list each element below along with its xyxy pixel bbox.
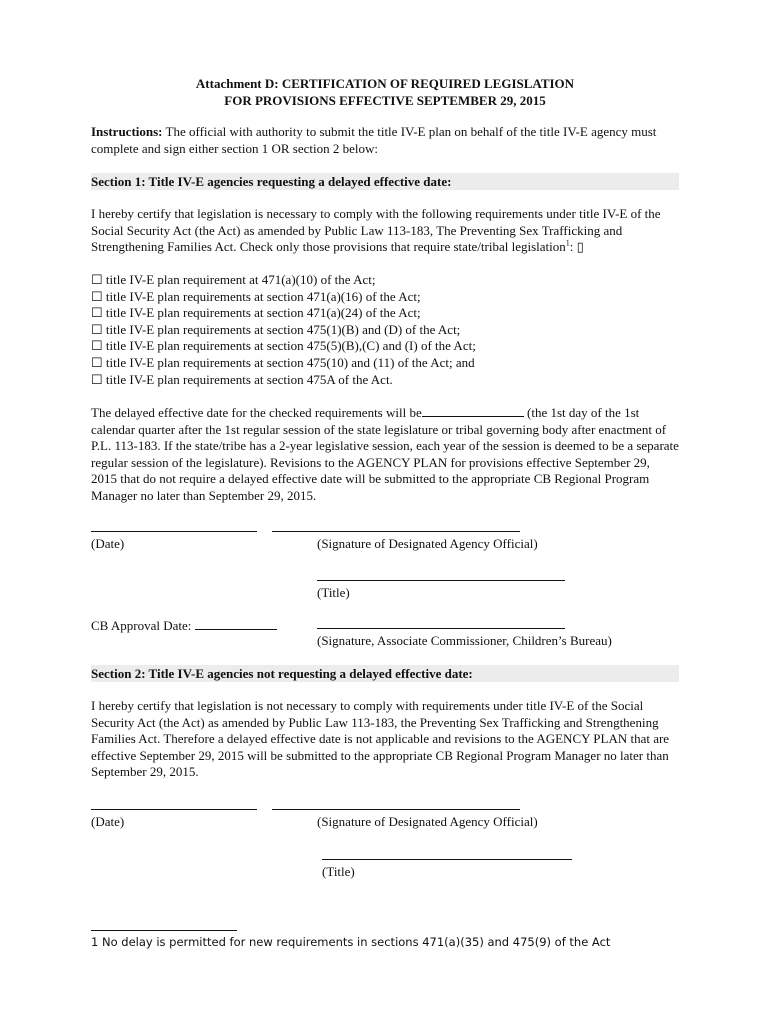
checkbox-item[interactable]: ☐ title IV-E plan requirements at section 475A of the Act. (91, 371, 393, 387)
section-1-certify-tail: : ▯ (569, 239, 584, 255)
footnote-separator (91, 930, 237, 931)
requirements-checklist (91, 272, 679, 388)
footnote-reference: 1 (565, 238, 570, 248)
instructions-text: The official with authority to submit the title IV-E plan on behalf of the title IV-E agency must complete and sign either section 1 OR section 2 below: (91, 124, 657, 156)
title-label: (Title) (317, 585, 350, 600)
cb-approval-date (91, 617, 277, 635)
date-signature-line[interactable] (91, 531, 257, 532)
section-1-certify-text (91, 206, 679, 256)
checkbox-item[interactable]: ☐ title IV-E plan requirements at section 475(1)(B) and (D) of the Act; (91, 321, 461, 337)
assoc-signature-line[interactable] (317, 628, 565, 629)
official-signature-line-2[interactable] (272, 809, 520, 810)
official-signature-line[interactable] (272, 531, 520, 532)
title-line-2: FOR PROVISIONS EFFECTIVE SEPTEMBER 29, 2015 (224, 92, 546, 108)
title-signature-line[interactable] (317, 580, 565, 581)
delayed-date-text-b: (the 1st day of the 1st calendar quarter after the 1st regular session of the state legislature or tribal governing body after enactment of P.L. 113-183. If the state/tribe has a 2-year legislative session, each year of the session is deemed to be a separate regular session of the legislature). Revisions to the AGENCY PLAN for provisions effective September 29, 2015 that do not require a delayed effective date will be submitted to the appropriate CB Regional Program Manager no later than September 29, 2015. (91, 405, 679, 503)
checkbox-item[interactable]: ☐ title IV-E plan requirements at section 475(5)(B),(C) and (I) of the Act; (91, 338, 476, 354)
signature-label: (Signature of Designated Agency Official) (317, 536, 538, 551)
section-1-heading: Section 1: Title IV-E agencies requesting a delayed effective date: (91, 173, 679, 190)
checkbox-item[interactable]: ☐ title IV-E plan requirements at section 471(a)(16) of the Act; (91, 288, 421, 304)
delayed-date-blank[interactable] (422, 404, 524, 417)
delayed-date-paragraph (91, 404, 679, 505)
section-2-certify-text: I hereby certify that legislation is not necessary to comply with requirements under title IV-E of the Social Security Act (the Act) as amended by Public Law 113-183, the Preventing Sex Trafficking and Strengthening Families Act. Therefore a delayed effective date is not applicable and revisions to the AGENCY PLAN that are effective September 29, 2015 will be submitted to the appropriate CB Regional Program Manager no later than September 29, 2015. (91, 698, 670, 780)
title-label-2: (Title) (322, 864, 355, 879)
date-label: (Date) (91, 536, 125, 551)
checkbox-item[interactable]: ☐ title IV-E plan requirement at 471(a)(10) of the Act; (91, 272, 376, 287)
cb-approval-label: CB Approval Date: (91, 618, 192, 633)
title-signature-line-2[interactable] (322, 859, 572, 860)
section-2-heading: Section 2: Title IV-E agencies not requesting a delayed effective date: (91, 665, 679, 682)
date-label-2: (Date) (91, 814, 125, 829)
footnote-text: 1 No delay is permitted for new requirements in sections 471(a)(35) and 475(9) of the Act (91, 935, 611, 949)
section-1-certify-body: I hereby certify that legislation is necessary to comply with the following requirements under title IV-E of the Social Security Act (the Act) as amended by Public Law 113-183, The Preventing Sex Trafficking and Strengthening Families Act. Check only those provisions that require state/tribal legislation (91, 206, 661, 255)
instructions-paragraph (91, 124, 679, 157)
assoc-signature-label: (Signature, Associate Commissioner, Children’s Bureau) (317, 633, 612, 648)
cb-approval-blank[interactable] (195, 617, 277, 630)
checkbox-item[interactable]: ☐ title IV-E plan requirements at section 475(10) and (11) of the Act; and (91, 354, 475, 370)
date-signature-line-2[interactable] (91, 809, 257, 810)
signature-label-2: (Signature of Designated Agency Official) (317, 814, 538, 829)
checkbox-item[interactable]: ☐ title IV-E plan requirements at section 471(a)(24) of the Act; (91, 305, 421, 321)
delayed-date-text-a: The delayed effective date for the checked requirements will be (91, 405, 422, 420)
instructions-label: Instructions: (91, 124, 163, 139)
document-title (91, 76, 679, 109)
title-line-1: Attachment D: CERTIFICATION OF REQUIRED LEGISLATION (195, 76, 575, 91)
